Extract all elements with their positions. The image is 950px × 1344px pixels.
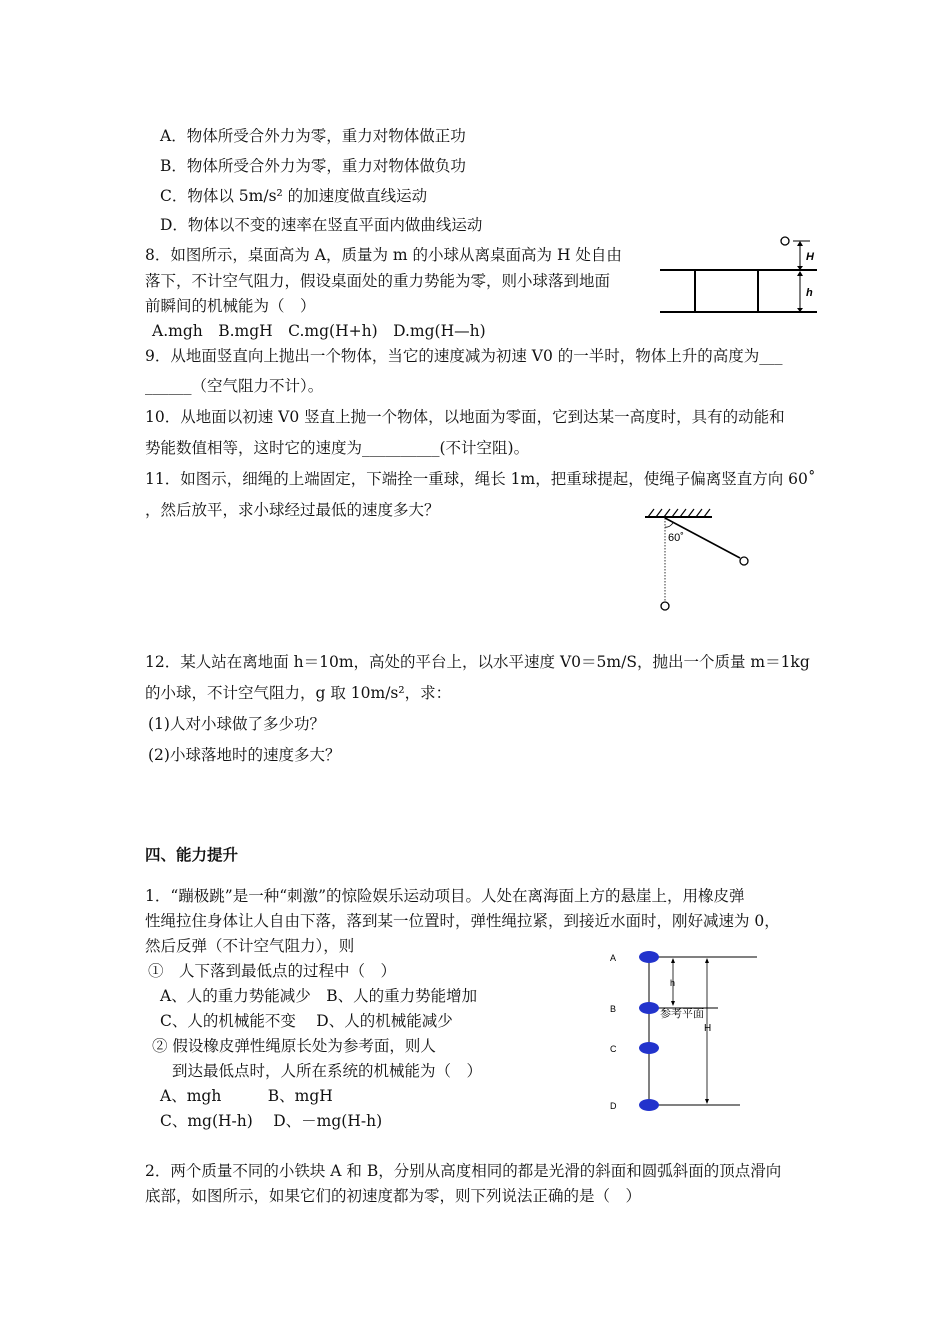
q7-option-c: C．物体以 5m/s² 的加速度做直线运动 [160,187,428,205]
q7-option-b: B．物体所受合外力为零，重力对物体做负功 [160,157,466,175]
label-a: A [610,953,617,963]
q10-line-2: 势能数值相等，这时它的速度为__________(不计空阻)。 [145,439,530,457]
q11-ball-displaced [740,557,748,565]
q11-line-2: ，然后放平，求小球经过最低的速度多大？ [145,501,440,519]
q11-line-1: 11．如图示，细绳的上端固定，下端拴一重球，绳长 1m，把重球提起，使绳子偏离竖直方向 60˚ [145,470,816,488]
q8-options: A.mgh B.mgH C.mg(H+h) D.mg(H—h) [152,322,486,340]
s4q1-sub1: ① 人下落到最低点的过程中（ ） [148,962,397,980]
s4q2-line-2: 底部，如图所示，如果它们的初速度都为零，则下列说法正确的是（ ） [145,1187,642,1205]
label-H: H [704,1023,712,1034]
q11-angle-label: 60˚ [668,532,684,544]
q7-option-d: D．物体以不变的速率在竖直平面内做曲线运动 [160,216,483,234]
s4q1-sub2-opts-2: C、mg(H-h) D、－mg(H-h) [160,1112,383,1130]
label-d: D [610,1101,617,1111]
point-a-dot [639,951,659,963]
q10-line-1: 10．从地面以初速 V0 竖直上抛一个物体，以地面为零面，它到达某一高度时，具有的动能和 [145,408,785,426]
q8-table-figure [655,232,825,322]
q8-label-H: H [806,251,814,263]
s4q2-line-1: 2．两个质量不同的小铁块 A 和 B，分别从高度相同的都是光滑的斜面和圆弧斜面的顶点滑向 [145,1162,782,1180]
s4q1-line-2: 性绳拉住身体让人自由下落，落到某一位置时，弹性绳拉紧，到接近水面时，刚好减速为 0， [145,912,780,930]
q11-ball-lowest [661,602,669,610]
section-4-title: 四、能力提升 [145,846,239,864]
q8-line-2: 落下，不计空气阻力，假设桌面处的重力势能为零，则小球落到地面 [145,272,611,290]
q9-line-2: ______（空气阻力不计）。 [145,377,324,395]
q8-line-3: 前瞬间的机械能为（ ） [145,297,316,315]
q12-sub-2: (2)小球落地时的速度多大？ [148,746,341,764]
point-d-dot [639,1099,659,1111]
q12-sub-1: (1)人对小球做了多少功？ [148,715,325,733]
label-c: C [610,1044,617,1054]
q9-line-1: 9．从地面竖直向上抛出一个物体，当它的速度减为初速 V0 的一半时，物体上升的高度为___ [145,347,783,365]
s4q1-sub2-opts-1: A、mgh B、mgH [160,1087,333,1105]
q12-line-2: 的小球，不计空气阻力，g 取 10m/s²，求： [145,684,452,702]
label-h: h [670,978,676,988]
label-b: B [610,1004,617,1014]
q8-ball [781,237,789,245]
q8-label-h: h [806,287,813,299]
s4q1-line-3: 然后反弹（不计空气阻力），则 [145,937,355,955]
s4q1-sub1-opts-1: A、人的重力势能减少 B、人的重力势能增加 [160,987,478,1005]
s4q1-sub2-line-2: 到达最低点时，人所在系统的机械能为（ ） [172,1062,483,1080]
point-b-dot [639,1002,659,1014]
point-c-dot [639,1042,659,1054]
s4q1-line-1: 1．“蹦极跳”是一种“刺激”的惊险娱乐运动项目。人处在离海面上方的悬崖上，用橡皮弹 [145,887,745,905]
label-ref-plane: 参考平面 [660,1007,704,1020]
q8-line-1: 8．如图所示，桌面高为 A，质量为 m 的小球从离桌面高为 H 处自由 [145,246,622,264]
q7-option-a: A．物体所受合外力为零，重力对物体做正功 [160,127,466,145]
s4q1-sub1-opts-2: C、人的机械能不变 D、人的机械能减少 [160,1012,453,1030]
q12-line-1: 12．某人站在离地面 h＝10m，高处的平台上，以水平速度 V0＝5m/S，抛出一个质量 m＝1kg [145,653,810,671]
q11-pendulum-figure [640,505,755,615]
s4q1-sub2-line-1: ② 假设橡皮弹性绳原长处为参考面，则人 [152,1037,436,1055]
bungee-figure [600,945,760,1120]
